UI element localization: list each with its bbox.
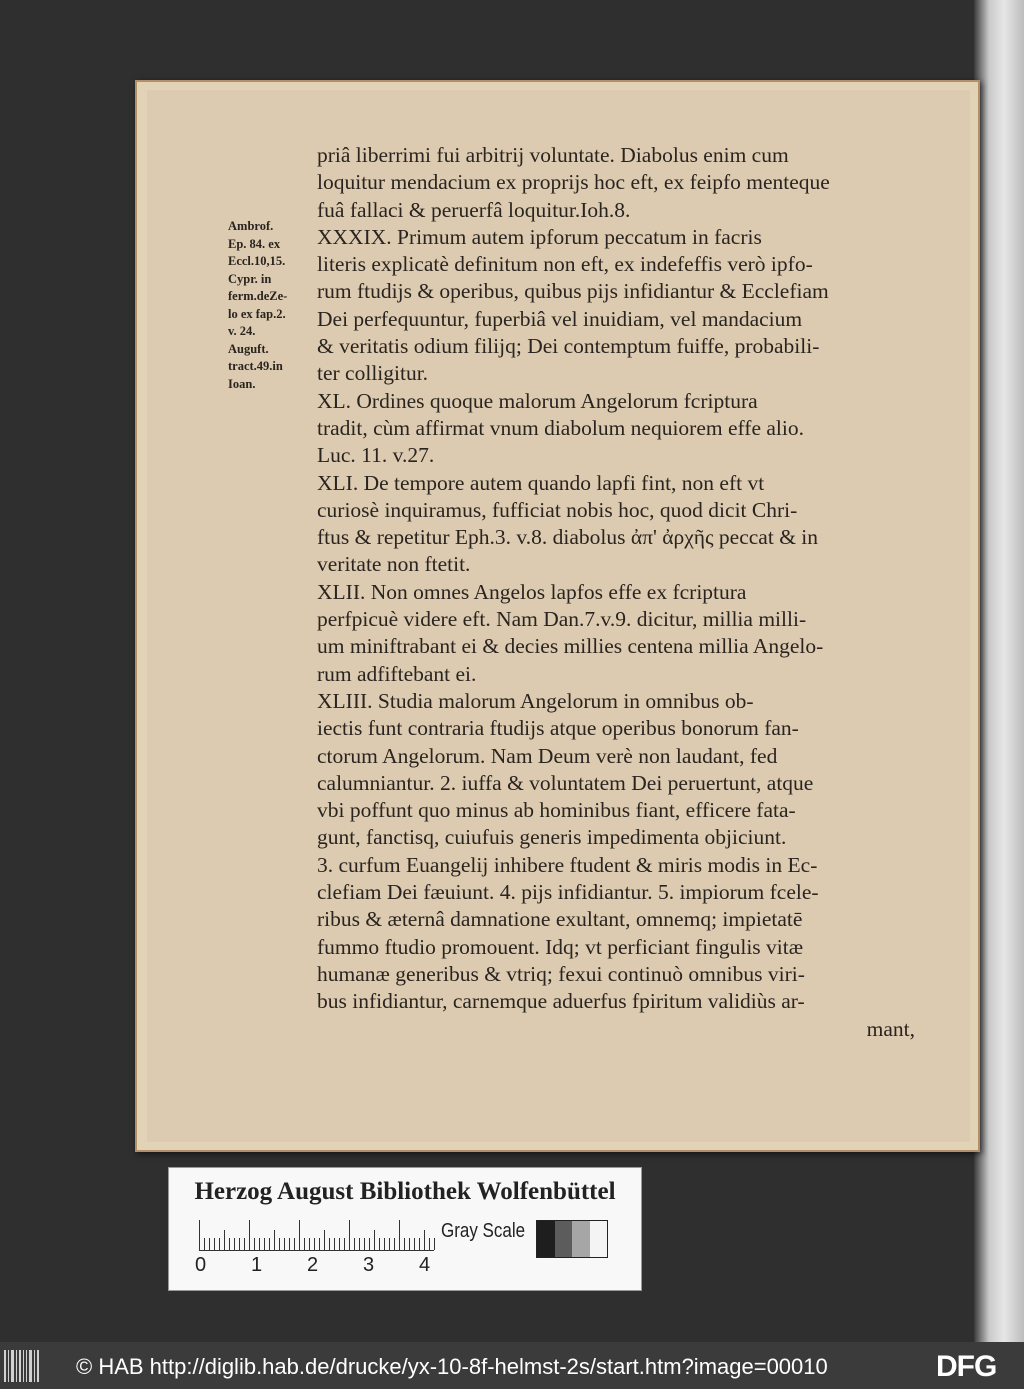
ruler-tick	[329, 1238, 330, 1250]
ruler-tick	[259, 1238, 260, 1250]
ruler-tick	[304, 1238, 305, 1250]
text-line: XL. Ordines quoque malorum Angelorum fcriptura	[317, 388, 758, 413]
catchword: mant,	[866, 1016, 915, 1041]
book-edge	[974, 0, 1024, 1342]
ruler-number: 3	[363, 1254, 375, 1276]
text-line: 3. curfum Euangelij inhibere ftudent & miris modis in Ec-	[317, 852, 818, 877]
color-ruler	[168, 1167, 642, 1291]
ruler-tick	[364, 1238, 365, 1250]
ruler-tick	[349, 1220, 350, 1250]
ruler-tick	[394, 1238, 395, 1250]
barcode-bar	[16, 1350, 17, 1382]
gray-swatch	[572, 1221, 590, 1257]
text-line: humanæ generibus & vtriq; fexui continuò omnibus viri-	[317, 961, 805, 986]
ruler-tick	[254, 1238, 255, 1250]
ruler-tick	[274, 1230, 275, 1250]
text-line: fummo ftudio promouent. Idq; vt perficiant fingulis vitæ	[317, 934, 804, 959]
text-line: ter colligitur.	[317, 361, 429, 386]
ruler-tick	[334, 1238, 335, 1250]
gray-scale-label: Gray Scale	[441, 1220, 526, 1242]
ruler-tick	[354, 1238, 355, 1250]
ruler-tick	[234, 1238, 235, 1250]
text-line: clefiam Dei fæuiunt. 4. pijs infidiantur. 5. impiorum fcele-	[317, 880, 819, 905]
ruler-tick	[369, 1238, 370, 1250]
ruler-tick	[414, 1238, 415, 1250]
ruler-tick	[419, 1238, 420, 1250]
margin-note-line: Ambrof.	[228, 219, 274, 233]
ruler-tick	[309, 1238, 310, 1250]
ruler-scale	[199, 1220, 434, 1251]
text-line: gunt, fanctisq, cuiufuis generis impedimenta objiciunt.	[317, 825, 787, 850]
ruler-tick	[324, 1230, 325, 1250]
margin-note-line: tract.49.in	[228, 359, 283, 373]
text-line: Luc. 11. v.27.	[317, 443, 435, 468]
ruler-tick	[229, 1238, 230, 1250]
ruler-tick	[429, 1238, 430, 1250]
ruler-tick	[199, 1220, 200, 1250]
ruler-number: 4	[419, 1254, 431, 1276]
ruler-tick	[344, 1238, 345, 1250]
gray-swatch	[555, 1221, 573, 1257]
ruler-tick	[264, 1238, 265, 1250]
ruler-tick	[294, 1238, 295, 1250]
text-line: XXXIX. Primum autem ipforum peccatum in facris	[317, 224, 762, 249]
text-line: ctorum Angelorum. Nam Deum verè non laudant, fed	[317, 743, 778, 768]
text-line: XLII. Non omnes Angelos lapfos effe ex fcriptura	[317, 579, 747, 604]
text-line: Dei perfequuntur, fuperbiâ vel inuidiam, vel mandacium	[317, 306, 803, 331]
ruler-tick	[379, 1238, 380, 1250]
text-line: literis explicatè definitum non eft, ex indefeffis verò ipfo-	[317, 252, 813, 277]
ruler-tick	[214, 1238, 215, 1250]
text-line: um miniftrabant ei & decies millies centena millia Angelo-	[317, 634, 824, 659]
text-line: perfpicuè videre eft. Nam Dan.7.v.9. dicitur, millia milli-	[317, 607, 807, 632]
text-line: bus infidiantur, carnemque aduerfus fpiritum validiùs ar-	[317, 989, 805, 1014]
text-line: loquitur mendacium ex proprijs hoc eft, ex feipfo menteque	[317, 170, 830, 195]
page-text	[317, 142, 915, 1043]
text-line: XLI. De tempore autem quando lapfi fint, non eft vt	[317, 470, 765, 495]
ruler-tick	[209, 1238, 210, 1250]
margin-note-line: Cypr. in	[228, 271, 272, 286]
text-line: veritate non ftetit.	[317, 552, 471, 577]
ruler-tick	[424, 1230, 425, 1250]
gray-scale-swatches	[536, 1220, 608, 1258]
text-line: ftus & repetitur Eph.3. v.8. diabolus ἀπ' ἀρχῆς peccat & in	[317, 525, 819, 550]
ruler-number: 2	[307, 1254, 319, 1276]
ruler-number: 1	[251, 1254, 263, 1276]
text-line: iectis funt contraria ftudijs atque operibus bonorum fan-	[317, 716, 799, 741]
barcode-bar	[4, 1350, 6, 1382]
dfg-logo: DFG	[936, 1350, 997, 1383]
ruler-title: Herzog August Bibliothek Wolfenbüttel	[194, 1178, 616, 1205]
text-line: vbi poffunt quo minus ab hominibus fiant, efficere fata-	[317, 798, 796, 823]
gray-swatch	[590, 1221, 608, 1257]
text-line: ribus & æternâ damnatione exultant, omnemq; impietatē	[317, 907, 803, 932]
ruler-tick	[399, 1220, 400, 1250]
margin-note-line: lo ex fap.2.	[228, 306, 286, 321]
ruler-tick	[404, 1238, 405, 1250]
ruler-tick	[289, 1238, 290, 1250]
margin-note-line: Auguft.	[228, 341, 269, 356]
ruler-tick	[374, 1230, 375, 1250]
ruler-tick	[319, 1238, 320, 1250]
text-line: rum ftudijs & operibus, quibus pijs infidiantur & Ecclefiam	[317, 279, 829, 304]
ruler-tick	[389, 1238, 390, 1250]
ruler-tick	[409, 1238, 410, 1250]
barcode-bar	[8, 1350, 9, 1382]
margin-note-line: ferm.deZe-	[228, 289, 288, 303]
text-line: fuâ fallaci & peruerfâ loquitur.Ioh.8.	[317, 197, 631, 222]
text-line: priâ liberrimi fui arbitrij voluntate. Diabolus enim cum	[317, 143, 789, 167]
gray-swatch	[537, 1221, 555, 1257]
text-line: rum adfiftebant ei.	[317, 661, 477, 686]
ruler-tick	[249, 1220, 250, 1250]
margin-note-line: Eccl.10,15.	[228, 254, 286, 268]
barcode-bar	[23, 1350, 24, 1382]
margin-note-line: v. 24.	[228, 324, 256, 338]
barcode-bar	[34, 1350, 35, 1382]
text-line: XLIII. Studia malorum Angelorum in omnibus ob-	[317, 688, 754, 713]
margin-note-line: Ep. 84. ex	[228, 236, 281, 251]
ruler-tick	[434, 1238, 435, 1250]
ruler-tick	[299, 1220, 300, 1250]
ruler-tick	[314, 1238, 315, 1250]
barcode-bar	[29, 1350, 32, 1382]
footer-url[interactable]: © HAB http://diglib.hab.de/drucke/yx-10-8f-helmst-2s/start.htm?image=00010	[76, 1354, 828, 1379]
barcode-bar	[26, 1350, 27, 1382]
ruler-tick	[384, 1238, 385, 1250]
barcode-bar	[37, 1350, 39, 1382]
ruler-tick	[284, 1238, 285, 1250]
text-line: calumniantur. 2. iuffa & voluntatem Dei peruertunt, atque	[317, 770, 814, 795]
ruler-tick	[224, 1230, 225, 1250]
margin-note	[228, 218, 308, 393]
text-line: tradit, cùm affirmat vnum diabolum nequiorem effe alio.	[317, 415, 804, 440]
margin-note-line: Ioan.	[228, 376, 256, 391]
text-line: curiosè inquiramus, fufficiat nobis hoc, quod dicit Chri-	[317, 497, 798, 522]
ruler-tick	[339, 1238, 340, 1250]
ruler-tick	[244, 1238, 245, 1250]
ruler-tick	[359, 1238, 360, 1250]
ruler-tick	[279, 1238, 280, 1250]
ruler-tick	[219, 1238, 220, 1250]
ruler-tick	[239, 1238, 240, 1250]
ruler-tick	[204, 1238, 205, 1250]
barcode-bar	[11, 1350, 14, 1382]
ruler-number: 0	[195, 1254, 207, 1276]
barcode-bar	[19, 1350, 21, 1382]
text-line: & veritatis odium filijq; Dei contemptum fuiffe, probabili-	[317, 334, 820, 359]
ruler-tick	[269, 1238, 270, 1250]
barcode-icon	[4, 1350, 46, 1382]
